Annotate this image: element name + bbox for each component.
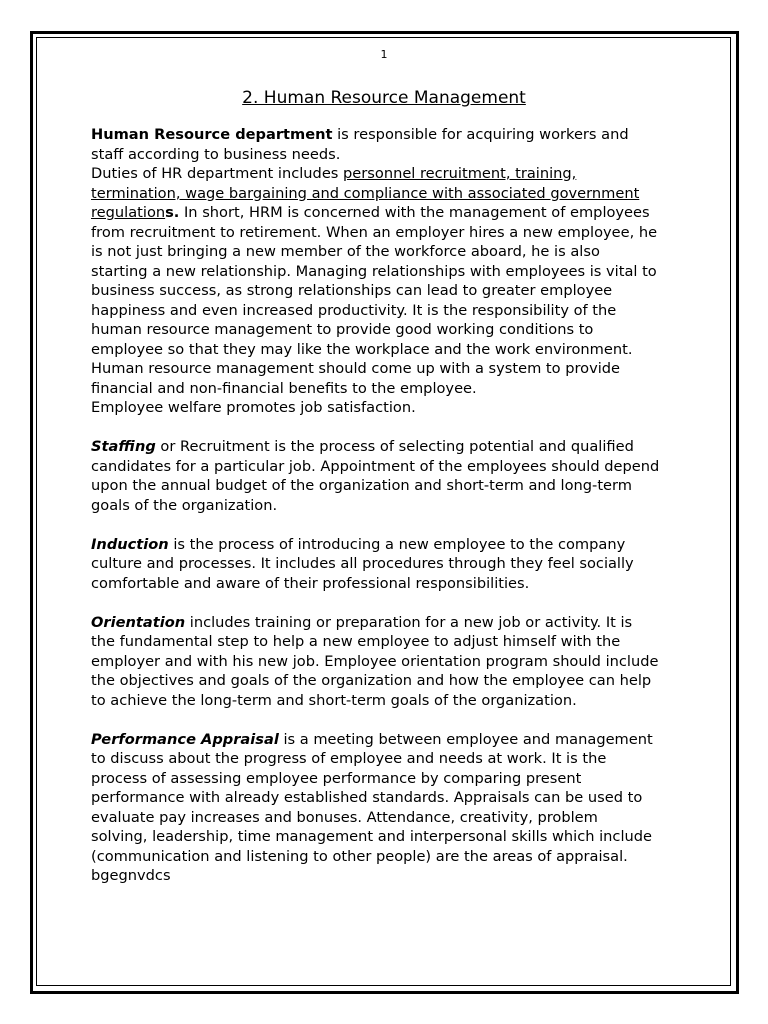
text-line bbox=[91, 730, 691, 750]
underlined-text: termination, wage bargaining and compliance with associated government bbox=[91, 184, 640, 202]
text-span: includes training or preparation for a new job or activity. It is bbox=[185, 613, 633, 631]
text-span: In short, HRM is concerned with the management of employees bbox=[179, 204, 650, 221]
text-line: employer and with his new job. Employee orientation program should include bbox=[91, 652, 659, 670]
paragraph-gap bbox=[91, 515, 691, 535]
induction-paragraph bbox=[91, 535, 691, 594]
bold-text: s. bbox=[165, 204, 180, 221]
text-line bbox=[91, 125, 691, 145]
text-span: or Recruitment is the process of selecting potential and qualified bbox=[155, 438, 634, 455]
bold-term: Human Resource department bbox=[91, 126, 333, 143]
document-body bbox=[91, 125, 691, 886]
text-line bbox=[91, 203, 691, 223]
bold-italic-term: Induction bbox=[91, 535, 169, 553]
text-line: starting a new relationship. Managing relationships with employees is vital to bbox=[91, 262, 657, 280]
text-line: bgegnvdcs bbox=[91, 867, 171, 884]
paragraph-gap bbox=[91, 710, 691, 730]
page-number: 1 bbox=[380, 48, 388, 61]
bold-italic-term: Staffing bbox=[91, 438, 156, 455]
text-span: Duties of HR department includes bbox=[91, 165, 344, 182]
intro-paragraph bbox=[91, 125, 691, 418]
text-line: employee so that they may like the workplace and the work environment. bbox=[91, 340, 633, 358]
text-line bbox=[91, 164, 691, 184]
text-line: candidates for a particular job. Appointment of the employees should depend bbox=[91, 457, 660, 475]
text-span: is responsible for acquiring workers and bbox=[332, 126, 629, 143]
underlined-text: regulation bbox=[91, 204, 166, 221]
text-line: solving, leadership, time management and interpersonal skills which include bbox=[91, 828, 652, 845]
text-line: comfortable and aware of their professional responsibilities. bbox=[91, 574, 530, 592]
text-line: human resource management to provide good working conditions to bbox=[91, 321, 594, 338]
text-line: to achieve the long-term and short-term goals of the organization. bbox=[91, 691, 577, 709]
text-line: financial and non-financial benefits to the employee. bbox=[91, 379, 477, 397]
orientation-paragraph bbox=[91, 613, 691, 711]
text-line: upon the annual budget of the organization and short-term and long-term bbox=[91, 477, 632, 494]
bold-italic-term: Performance Appraisal bbox=[91, 730, 279, 748]
text-line bbox=[91, 613, 691, 633]
text-line: (communication and listening to other people) are the areas of appraisal. bbox=[91, 847, 628, 865]
text-line: to discuss about the progress of employee and needs at work. It is the bbox=[91, 750, 607, 767]
text-span: is the process of introducing a new employee to the company bbox=[168, 535, 626, 553]
bold-italic-term: Orientation bbox=[91, 613, 186, 631]
text-line: business success, as strong relationships can lead to greater employee bbox=[91, 282, 613, 299]
text-line bbox=[91, 535, 691, 555]
text-span: is a meeting between employee and management bbox=[278, 730, 653, 748]
text-line: Employee welfare promotes job satisfaction. bbox=[91, 399, 416, 416]
appraisal-paragraph bbox=[91, 730, 691, 886]
text-line: is not just bringing a new member of the workforce aboard, he is also bbox=[91, 243, 600, 260]
text-line: from recruitment to retirement. When an employer hires a new employee, he bbox=[91, 223, 658, 241]
paragraph-gap bbox=[91, 418, 691, 438]
text-line: culture and processes. It includes all procedures through they feel socially bbox=[91, 555, 634, 572]
text-line: evaluate pay increases and bonuses. Attendance, creativity, problem bbox=[91, 808, 598, 826]
paragraph-gap bbox=[91, 593, 691, 613]
text-line: the objectives and goals of the organization and how the employee can help bbox=[91, 672, 652, 689]
underlined-text: personnel recruitment, training, bbox=[343, 165, 577, 182]
text-line: the fundamental step to help a new employee to adjust himself with the bbox=[91, 633, 621, 650]
page-title: 2. Human Resource Management bbox=[242, 88, 526, 108]
text-line bbox=[91, 437, 691, 457]
text-line: staff according to business needs. bbox=[91, 145, 341, 163]
text-line: happiness and even increased productivity. It is the responsibility of the bbox=[91, 301, 617, 319]
text-line bbox=[91, 184, 691, 204]
text-line: goals of the organization. bbox=[91, 496, 278, 514]
text-line: performance with already established standards. Appraisals can be used to bbox=[91, 789, 643, 806]
staffing-paragraph bbox=[91, 437, 691, 515]
text-line: Human resource management should come up with a system to provide bbox=[91, 360, 621, 377]
text-line: process of assessing employee performance by comparing present bbox=[91, 769, 582, 787]
